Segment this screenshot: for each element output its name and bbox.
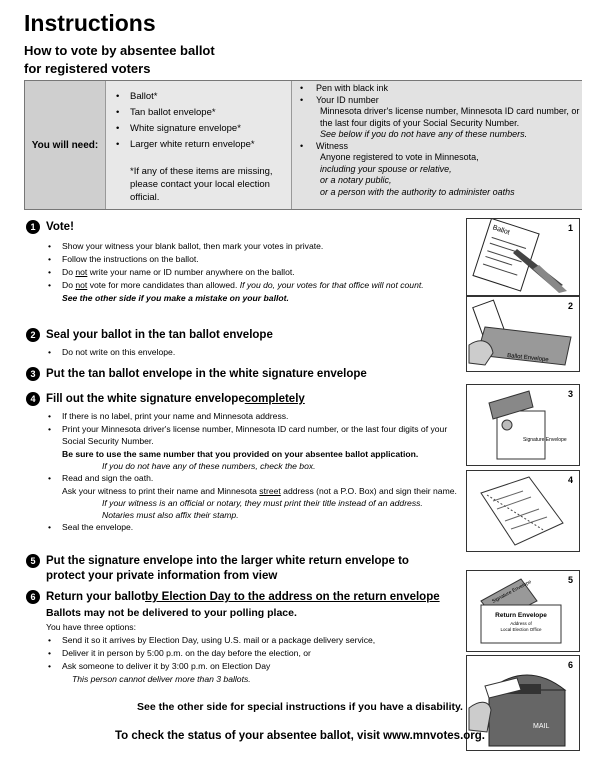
step-4-no-number: If you do not have any of these numbers, check the box. (102, 461, 316, 471)
subtitle-line-1: How to vote by absentee ballot (24, 43, 215, 58)
illustration-number: 5 (567, 575, 573, 585)
svg-text:Address of: Address of (510, 621, 532, 626)
illustration-5-return-envelope (466, 570, 580, 652)
illustration-number: 6 (567, 660, 573, 670)
step-6-title: Return your ballot (46, 591, 146, 603)
needs-item: • Tan ballot envelope* (116, 105, 255, 121)
svg-text:Signature Envelope: Signature Envelope (523, 437, 567, 443)
step-5-title-line-2: protect your private information from view (46, 570, 278, 582)
step-6-title-underlined: by Election Day to the address on the return envelope (145, 591, 440, 603)
needs-materials-column (105, 81, 292, 209)
svg-text:Ballot: Ballot (491, 224, 511, 237)
needs-label: You will need: (31, 139, 99, 151)
illustration-number: 1 (567, 223, 573, 233)
step-4-notary-note: Notaries must also affix their stamp. (102, 510, 239, 520)
step-number-1: 1 (26, 220, 40, 234)
illustration-4-fill-envelope (466, 470, 580, 552)
needs-witness-line: Anyone registered to vote in Minnesota, (320, 152, 479, 162)
ballot-envelope-icon (467, 297, 577, 369)
svg-text:Return Envelope: Return Envelope (495, 612, 547, 619)
step-4-title: Fill out the white signature envelope (46, 393, 245, 405)
step-6-options-label: You have three options: (46, 622, 136, 632)
ballot-pen-icon (467, 219, 577, 293)
step-4-witness: Ask your witness to print their name and Minnesota street address (not a P.O. Box) and sign their name. (62, 486, 457, 496)
step-6-polling-place-note: Ballots may not be delivered to your polling place. (46, 607, 297, 619)
illustration-number: 3 (567, 389, 573, 399)
step-4-list (46, 410, 464, 534)
step-6-heading (26, 590, 440, 604)
illustration-number: 2 (567, 301, 573, 311)
step-1-item: • Follow the instructions on the ballot. (46, 253, 464, 265)
step-5-heading (26, 554, 409, 584)
step-number-5: 5 (26, 554, 40, 568)
step-1-list (46, 240, 464, 304)
you-will-need-box (24, 80, 582, 210)
step-2-list (46, 346, 464, 359)
needs-id-text: Minnesota driver's license number, Minnesota ID card number, or the last four digits of your Social Security Number. (320, 106, 580, 128)
step-6-limit-note: This person cannot deliver more than 3 ballots. (72, 674, 251, 684)
step-4-official-note: If your witness is an official or notary, they must print their title instead of an address. (102, 498, 423, 508)
page-title: Instructions (24, 10, 156, 36)
step-1-item: • Do not vote for more candidates than allowed. If you do, your votes for that office will not count. (46, 279, 464, 291)
illustration-3-signature-envelope (466, 384, 580, 466)
step-1-heading (26, 220, 74, 234)
step-3-heading (26, 367, 367, 381)
step-4-title-underlined: completely (244, 393, 305, 405)
step-1-title: Vote! (46, 221, 74, 233)
svg-text:Ballot Envelope: Ballot Envelope (506, 353, 549, 364)
step-6-item: • Send it so it arrives by Election Day, using U.S. mail or a package delivery service, (46, 634, 464, 646)
missing-items-note: *If any of these items are missing, please contact your local election official. (130, 166, 273, 203)
step-2-item: • Do not write on this envelope. (46, 346, 464, 358)
step-4-heading (26, 392, 305, 406)
needs-id-see: See below if you do not have any of these numbers. (320, 129, 528, 139)
step-6-item: • Ask someone to deliver it by 3:00 p.m. on Election Day (46, 660, 464, 672)
needs-witness-line: or a person with the authority to administer oaths (320, 186, 515, 197)
step-4-item: • Print your Minnesota driver's license number, Minnesota ID card number, or the last four digits of your Social Security Number. (46, 423, 464, 447)
step-2-title: Seal your ballot in the tan ballot envelope (46, 329, 273, 341)
subtitle-line-2: for registered voters (24, 61, 151, 76)
needs-id-title: • Your ID number (298, 95, 580, 107)
step-5-title-line-1: Put the signature envelope into the larger white return envelope to (46, 555, 409, 567)
needs-item: • Larger white return envelope* (116, 137, 255, 153)
needs-item: • White signature envelope* (116, 121, 255, 137)
disability-note: See the other side for special instructions if you have a disability. (137, 701, 463, 713)
step-number-6: 6 (26, 590, 40, 604)
step-4-item: • Read and sign the oath. (46, 472, 464, 484)
step-2-heading (26, 328, 273, 342)
needs-witness-line: or a notary public, (320, 175, 392, 185)
step-number-3: 3 (26, 367, 40, 381)
page-subtitle (24, 42, 324, 78)
step-4-same-number: Be sure to use the same number that you provided on your absentee ballot application. (62, 449, 419, 459)
step-1-item: • Do not write your name or ID number anywhere on the ballot. (46, 266, 464, 278)
step-4-item: • If there is no label, print your name and Minnesota address. (46, 410, 464, 422)
step-1-item: • Show your witness your blank ballot, then mark your votes in private. (46, 240, 464, 252)
step-3-title: Put the tan ballot envelope in the white signature envelope (46, 368, 367, 380)
svg-text:Local Election Office: Local Election Office (500, 627, 542, 632)
illustration-number: 4 (567, 475, 573, 485)
svg-text:Signature Envelope: Signature Envelope (491, 578, 533, 605)
step-1-see-other-side: See the other side if you make a mistake on your ballot. (62, 293, 289, 303)
needs-item: • Ballot* (116, 89, 255, 105)
envelope-form-icon (467, 471, 577, 549)
needs-witness-line: including your spouse or relative, (320, 163, 452, 174)
step-number-2: 2 (26, 328, 40, 342)
needs-witness-title: • Witness (298, 141, 580, 153)
illustration-2-tan-envelope (466, 296, 580, 372)
needs-other-column (291, 81, 582, 209)
needs-pen: • Pen with black ink (298, 83, 580, 95)
svg-text:MAIL: MAIL (533, 723, 550, 730)
step-4-item: • Seal the envelope. (46, 521, 464, 533)
illustration-1-marking-ballot (466, 218, 580, 296)
step-6-item: • Deliver it in person by 5:00 p.m. on the day before the election, or (46, 647, 464, 659)
status-link-note: To check the status of your absentee ballot, visit www.mnvotes.org. (115, 730, 485, 742)
step-number-4: 4 (26, 392, 40, 406)
return-envelope-icon (467, 571, 577, 649)
step-6-list (46, 634, 464, 685)
signature-envelope-icon (467, 385, 577, 463)
